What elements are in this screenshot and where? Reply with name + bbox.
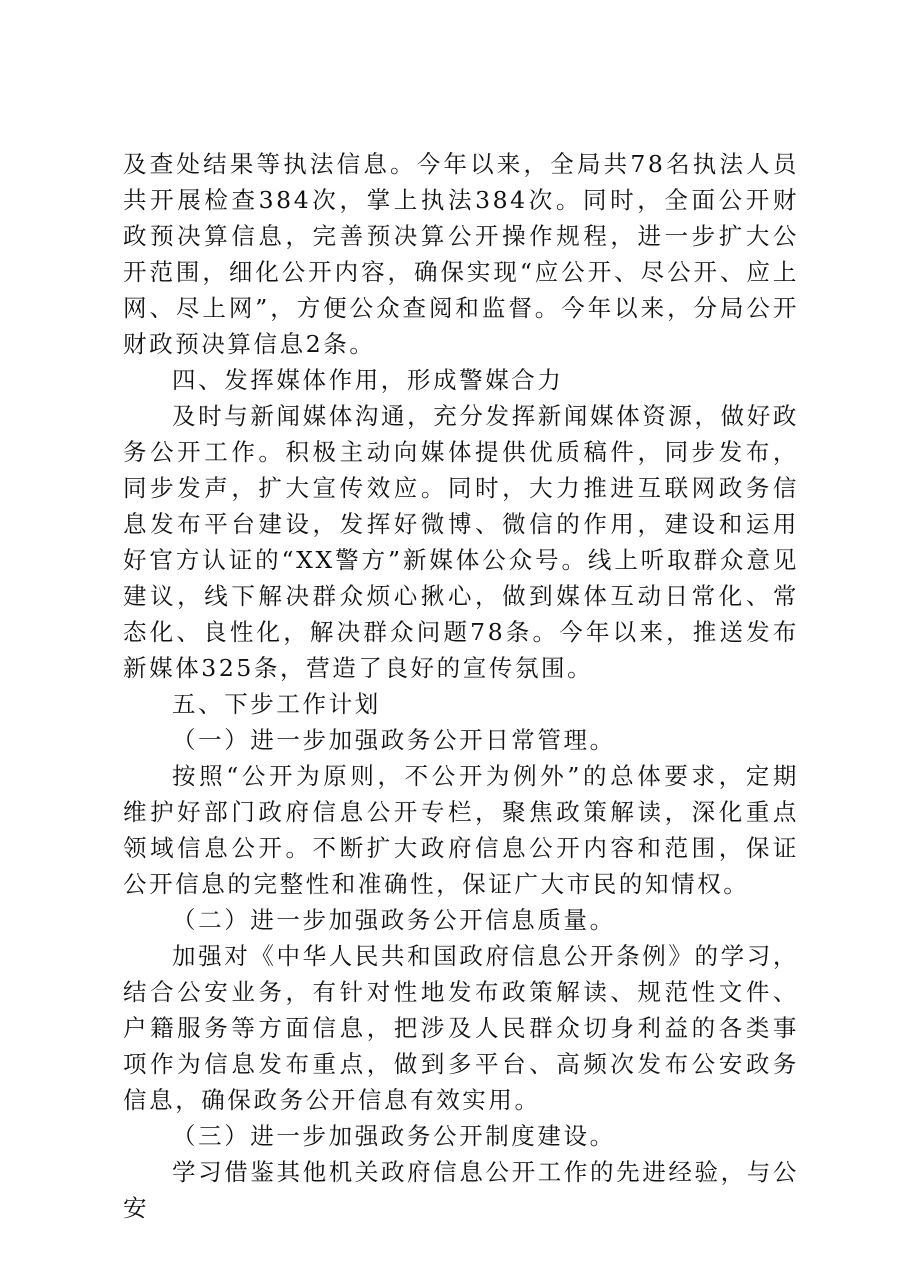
subheading-system-building: （三）进一步加强政务公开制度建设。 bbox=[172, 1122, 616, 1150]
section-heading-next-plan: 五、下步工作计划 bbox=[172, 690, 381, 718]
section-heading-media: 四、发挥媒体作用，形成警媒合力 bbox=[172, 366, 564, 394]
subheading-info-quality: （二）进一步加强政务公开信息质量。 bbox=[172, 906, 616, 934]
paragraph-system-building: 学习借鉴其他机关政府信息公开工作的先进经验，与公安 bbox=[123, 1158, 799, 1222]
subheading-daily-management: （一）进一步加强政务公开日常管理。 bbox=[172, 726, 616, 754]
paragraph-daily-management: 按照“公开为原则，不公开为例外”的总体要求，定期维护好部门政府信息公开专栏，聚焦政策解读，深化重点领域信息公开。不断扩大政府信息公开内容和范围，保证公开信息的完整性和准确性，保证广大市民的知情权。 bbox=[123, 762, 799, 898]
paragraph-info-quality: 加强对《中华人民共和国政府信息公开条例》的学习，结合公安业务，有针对性地发布政策解读、规范性文件、户籍服务等方面信息，把涉及人民群众切身利益的各类事项作为信息发布重点，做到多平台、高频次发布公安政务信息，确保政务公开信息有效实用。 bbox=[123, 942, 799, 1114]
paragraph-continued-law-enforcement-info: 及查处结果等执法信息。今年以来，全局共78名执法人员共开展检查384次，掌上执法384次。同时，全面公开财政预决算信息，完善预决算公开操作规程，进一步扩大公开范围，细化公开内容，确保实现“应公开、尽公开、应上网、尽上网”，方便公众查阅和监督。今年以来，分局公开财政预决算信息2条。 bbox=[123, 150, 799, 358]
paragraph-media-cooperation: 及时与新闻媒体沟通，充分发挥新闻媒体资源，做好政务公开工作。积极主动向媒体提供优质稿件，同步发布，同步发声，扩大宣传效应。同时，大力推进互联网政务信息发布平台建设，发挥好微博、微信的作用，建设和运用好官方认证的“XX警方”新媒体公众号。线上听取群众意见建议，线下解决群众烦心揪心，做到媒体互动日常化、常态化、良性化，解决群众问题78条。今年以来，推送发布新媒体325条，营造了良好的宣传氛围。 bbox=[123, 402, 799, 682]
document-body bbox=[123, 146, 799, 1226]
